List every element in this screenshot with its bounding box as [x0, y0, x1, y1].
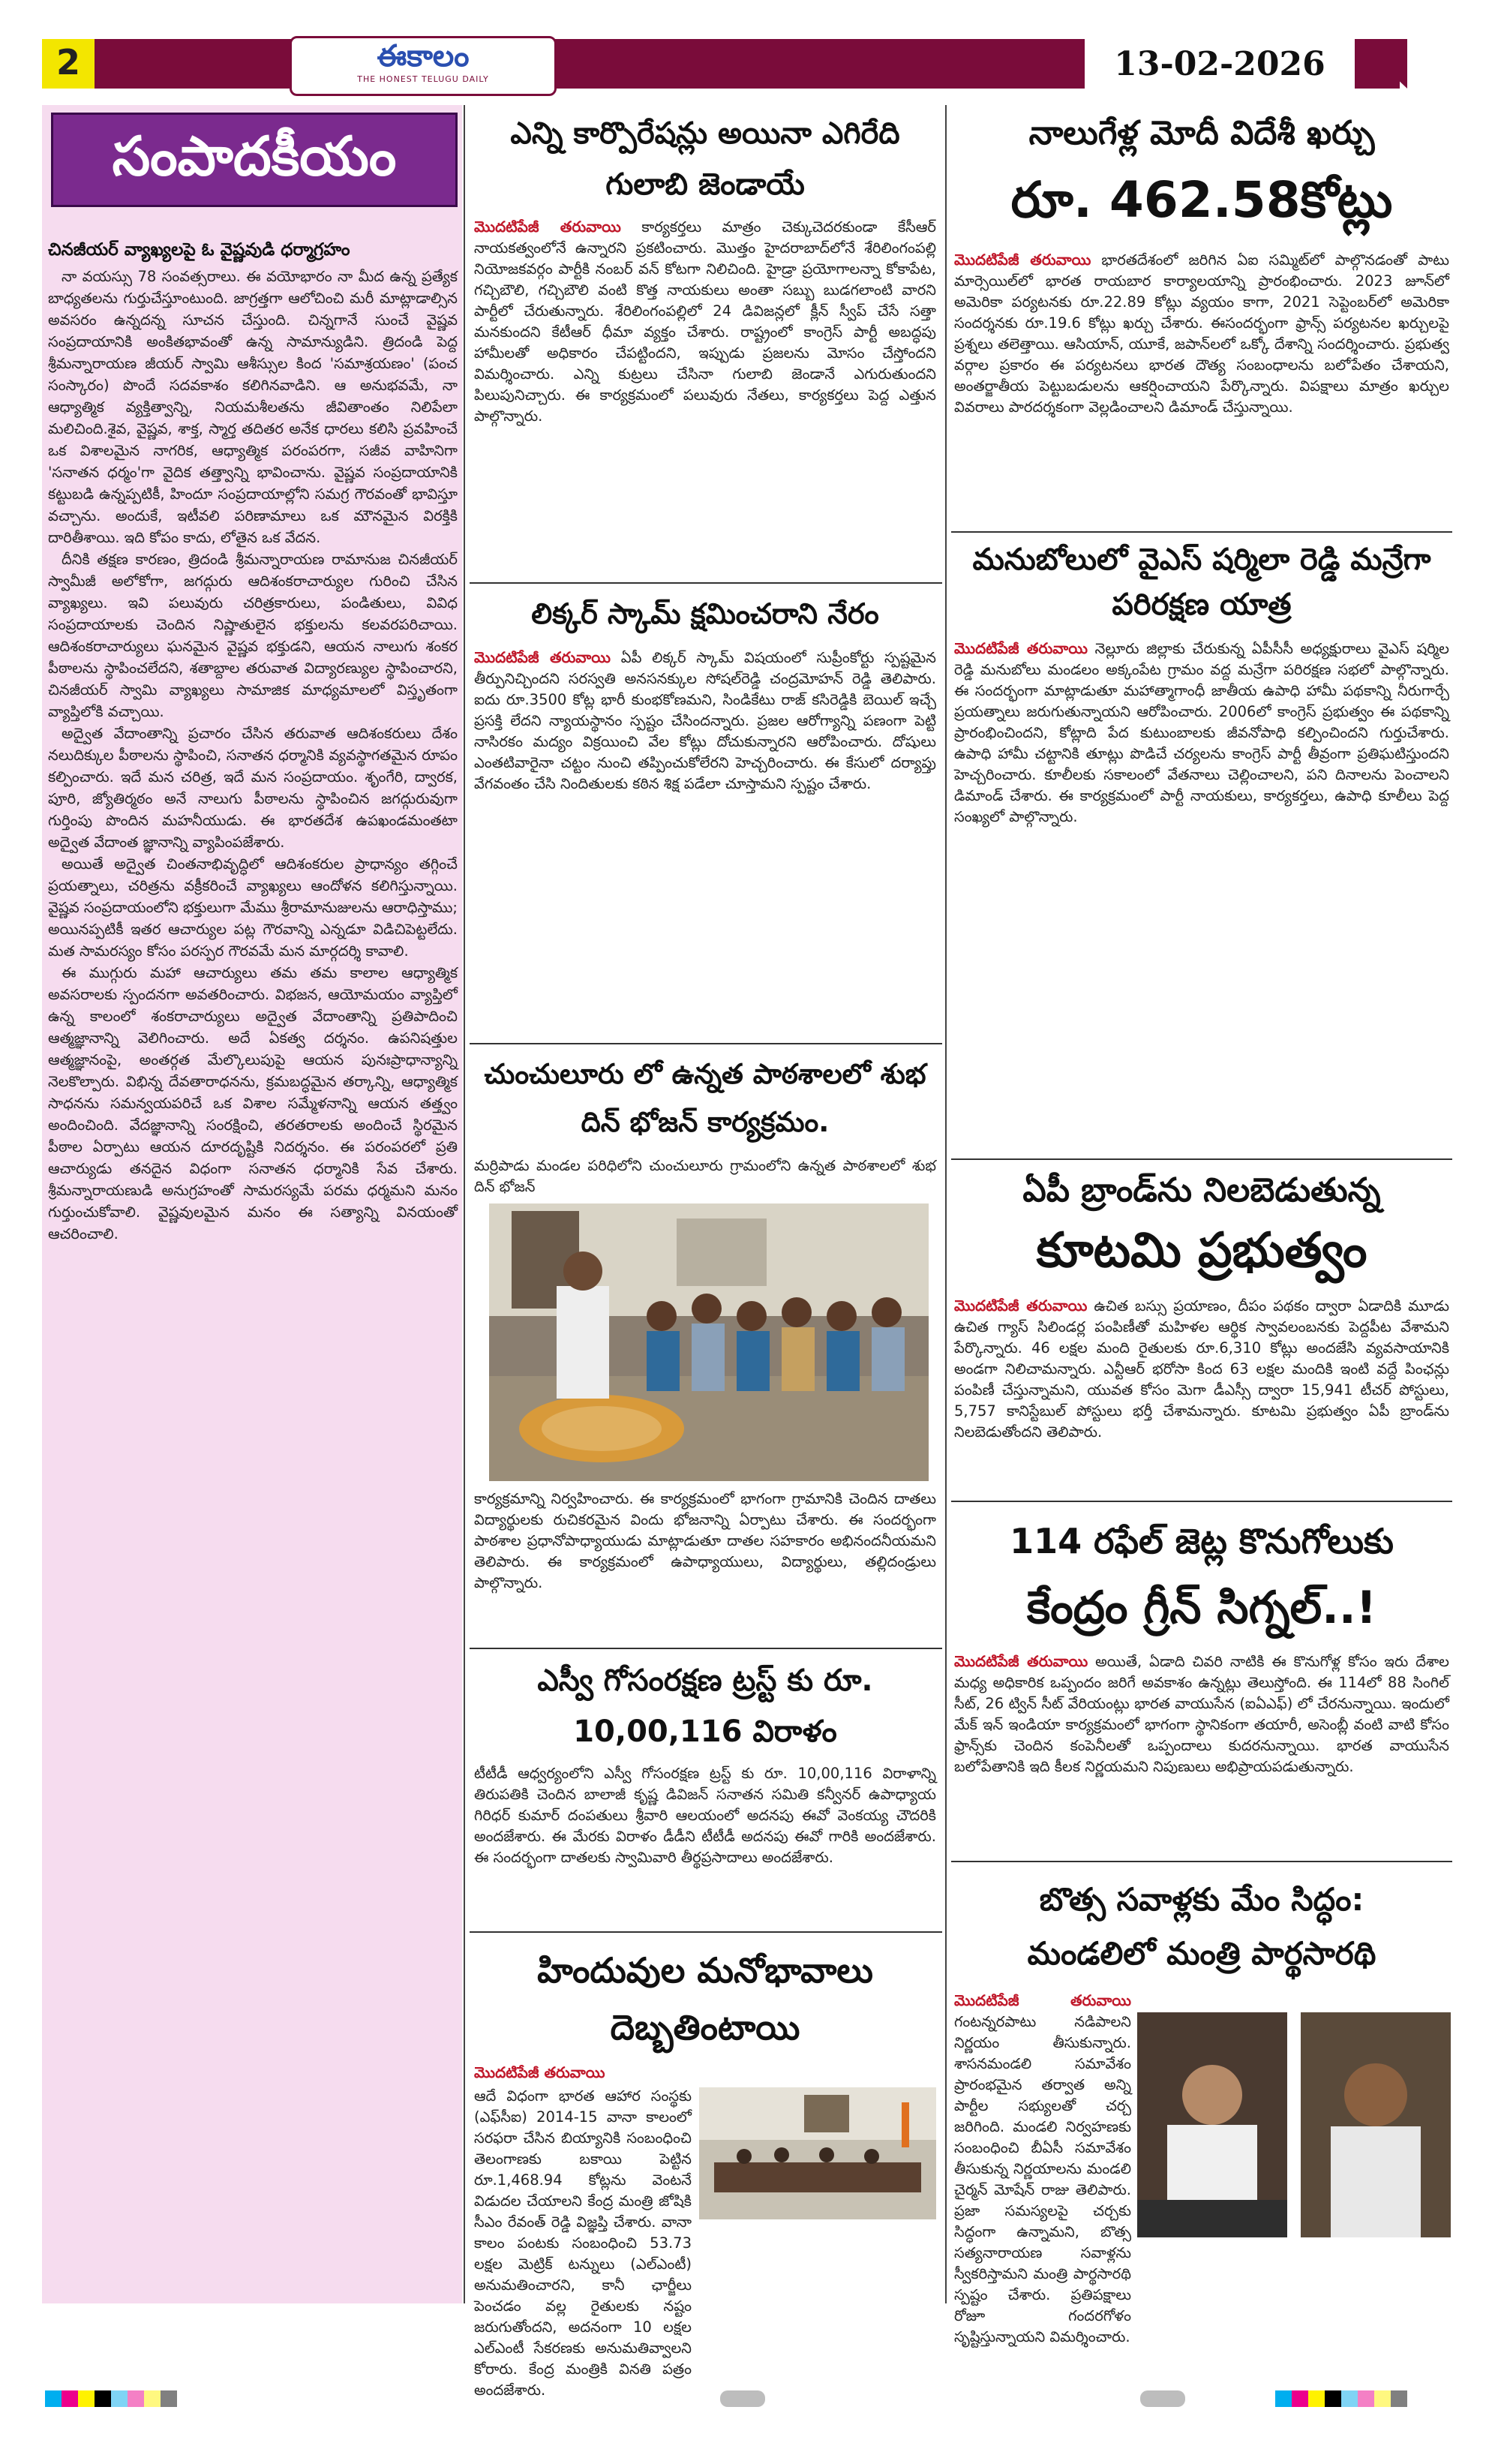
editorial-body	[48, 266, 458, 2291]
article-body: ఏపీ లిక్కర్ స్కామ్ విషయంలో సుప్రీంకోర్టు స్పష్టమైన తీర్పునిచ్చిందని సరస్వతి అనసనక్కుల సోషల్‌రెడ్డి చంద్రమోహన్ రెడ్డి తెలిపారు. ఐదు రూ.3500 కోట్ల భారీ కుంభకోణమని, సిండికేటు రాజ్ కసిరెడ్డికి బెయిల్ ఇచ్చే ప్రసక్తి లేదని న్యాయస్థానం స్పష్టం చేసిందన్నారు. ప్రజల ఆరోగ్యాన్ని పణంగా పెట్టి నాసిరకం మద్యం విక్రయించి వేల కోట్లు దోచుకున్నారని ఆరోపించారు. దోషులు ఎంతటివారైనా చట్టం నుంచి తప్పించుకోలేరని హెచ్చరించారు. ఈ కేసులో దర్యాప్తు వేగవంతం చేసి నిందితులకు కఠిన శిక్ష పడేలా చూస్తామని స్పష్టం చేశారు.	[474, 649, 937, 792]
article-gosamrakshana: టీటీడీ ఆధ్వర్యంలోని ఎస్వీ గోసంరక్షణ ట్రస్ట్ కు రూ. 10,00,116 విరాళాన్ని తిరుపతికి చెందిన బాలాజీ కృష్ణ డివిజన్ సనాతన సమితి కన్వీనర్ ఉపాధ్యాయ గిరిధర్ కుమార్ దంపతులు శ్రీవారి ఆలయంలో అదనపు ఈవో వెంకయ్య చౌదరికి అందజేశారు. ఈ మేరకు విరాళం డీడీని టీటీడీ అదనపు ఈవో గారికి అందజేశారు. ఈ సందర్భంగా దాతలకు స్వామివారి తీర్థప్రసాదాలు అందజేశారు.	[474, 1765, 936, 1866]
headline-gosamrakshana: ఎస్వీ గోసంరక్షణ ట్రస్ట్ కు రూ. 10,00,116 విరాళం	[537, 1663, 873, 1749]
editorial-paragraph: ఈ ముగ్గురు మహా ఆచార్యులు తమ తమ కాలాల ఆధ్యాత్మిక అవసరాలకు స్పందనగా అవతరించారు. విభజన, ఆయోమయం వ్యాప్తిలో ఉన్న కాలంలో శంకరాచార్యులు అద్వైత వేదాంతాన్ని ప్రతిపాదించి ఆత్మజ్ఞానాన్ని వెలిగించారు. అదే ఏకత్వ దర్శనం. ఉపనిషత్తుల ఆత్మజ్ఞానంపై, అంతర్గత మేల్కొలుపుపై ఆయన పునఃప్రాధాన్యాన్ని నెలకొల్పారు. విభిన్న దేవతారాధనను, క్రమబద్ధమైన తర్కాన్ని, ఆధ్యాత్మిక సాధనను సమన్వయపరిచే ఒక విశాల సమ్మేళనాన్ని ఆయన తత్త్వం అందించింది. వేదజ్ఞానాన్ని సంరక్షించి, తరతరాలకు అందించే స్థిరమైన పీఠాల ఏర్పాటు ఆయన దూరదృష్టికి నిదర్శనం. ఈ పరంపరలో ప్రతి ఆచార్యుడు తనదైన విధంగా సనాతన ధర్మానికి సేవ చేశారు. శ్రీమన్నారాయణుడి అనుగ్రహంతో సామరస్యమే పరమ ధర్మమని మనం గుర్తుంచుకోవాలి. వైష్ణవులమైన మనం ఈ సత్యాన్ని వినయంతో ఆచరించాలి.	[48, 964, 458, 1243]
editorial-column	[42, 105, 462, 2303]
school-lunch-photo	[489, 1203, 929, 1481]
headline-modi: నాలుగేళ్ల మోదీ విదేశీ ఖర్చు	[1028, 114, 1375, 152]
article-body: గంటన్నరపాటు నడిపాలని నిర్ణయం తీసుకున్నారు. శాసనమండలి సమావేశం ప్రారంభమైన తర్వాత అన్ని పార్టీల సభ్యులతో చర్చ జరిగింది. మండలి నిర్వహణకు సంబంధించి బీఏసీ సమావేశం తీసుకున్న నిర్ణయాలను మండలి చైర్మన్ మోషేన్ రాజు తెలిపారు. ప్రజా సమస్యలపై చర్చకు సిద్ధంగా ఉన్నామని, బొత్స సత్యనారాయణ సవాళ్లను స్వీకరిస్తామని మంత్రి పార్థసారథి స్పష్టం చేశారు. ప్రతిపక్షాలు రోజూ గందరగోళం సృష్టిస్తున్నాయని విమర్శించారు.	[954, 2013, 1131, 2345]
headline-liquor: లిక్కర్ స్కామ్ క్షమించరాని నేరం	[531, 597, 879, 630]
dateline: మొదటిపేజీ తరువాయి	[474, 2063, 605, 2081]
masthead	[42, 39, 1452, 89]
editorial-paragraph: దీనికి తక్షణ కారణం, త్రిదండి శ్రీమన్నారాయణ రామానుజ చినజీయర్ స్వామీజీ అలోకోగా, జగద్గురు ఆదిశంకరాచార్యుల గురించి చేసిన వ్యాఖ్యలు. ఇవి పలువురు చరిత్రకారులు, పండితులు, వివిధ సంప్రదాయాలకు చెందిన నిష్ణాతులైన భక్తులను కలవరపరిచాయి. ఆదిశంకరాచార్యులు ఘనమైన వైష్ణవ భక్తుడని, ఆయన నాలుగు శంకర పీఠాలను స్థాపించలేదని, శతాబ్దాల తరువాత విద్యారణ్యుల స్థాపించారని, చినజీయర్ స్వామి వ్యాఖ్యలు సామాజిక మాధ్యమాలలో విస్తృతంగా వ్యాప్తిలోకి వచ్చాయి.	[48, 551, 458, 720]
logo-tagline: THE HONEST TELUGU DAILY	[357, 74, 489, 84]
article-kutami	[954, 1295, 1449, 1520]
headline-sharmila: మనుబోలులో వైఎస్ షర్మిలా రెడ్డి మన్రేగా పరిరక్షణ యాత్ర	[972, 542, 1431, 622]
dateline: మొదటిపేజీ తరువాయి	[474, 648, 611, 666]
registration-mark	[1140, 2390, 1185, 2407]
editorial-paragraph: అయితే అద్వైత చింతనాభివృద్ధిలో ఆదిశంకరుల ప్రాధాన్యం తగ్గించే ప్రయత్నాలు, చరిత్రను వక్రీకరించే వ్యాఖ్యలు ఆందోళన కలిగిస్తున్నాయి. వైష్ణవ సంప్రదాయంలోని భక్తులుగా మేము శ్రీరామానుజులను ఆరాధిస్తాము; అయినప్పటికీ ఇతర ఆచార్యుల పట్ల గౌరవాన్ని ఎన్నడూ విడిచిపెట్టలేదు. మత సామరస్యం కోసం పరస్పర గౌరవమే మన మార్గదర్శి కావాలి.	[48, 855, 458, 960]
headline-botsa: బొత్స సవాళ్లకు మేం సిద్ధం:	[1039, 1881, 1364, 1918]
registration-mark	[720, 2390, 765, 2407]
print-color-swatches	[45, 2390, 177, 2407]
article-body: భారతదేశంలో జరిగిన ఏఐ సమ్మిట్‌లో పాల్గొనడంతో పాటు మార్సెయిల్‌లో భారత రాయబార కార్యాలయాన్ని ప్రారంభించారు. 2023 జూన్‌లో అమెరికా పర్యటనకు రూ.22.89 కోట్లు వ్యయం కాగా, 2021 సెప్టెంబర్‌లో అమెరికా సందర్శనకు రూ.19.6 కోట్లు ఖర్చు చేశారు. ఈసందర్భంగా ఫ్రాన్స్ పర్యటనల ఖర్చులపై ప్రశ్నలు తలెత్తాయి. ఆసియాన్, యూకే, జపాన్‌లలో ఒక్కో దేశాన్ని సందర్శించారు. ప్రభుత్వ వర్గాల ప్రకారం ఈ పర్యటనలు భారత దౌత్య సంబంధాలను బలోపేతం చేశాయని, అంతర్జాతీయ పెట్టుబడులను ఆకర్షించాయని పేర్కొన్నారు. విపక్షాలు మాత్రం ఖర్చుల వివరాలు పారదర్శకంగా వెల్లడించాలని డిమాండ్ చేస్తున్నాయి.	[954, 251, 1450, 416]
logo-text: ఈకాలం	[377, 38, 470, 74]
article-body: ఉచిత బస్సు ప్రయాణం, దీపం పథకం ద్వారా ఏడాదికి మూడు ఉచిత గ్యాస్ సిలిండర్ల పంపిణీతో మహిళల ఆర్థిక స్వావలంబనకు పెద్దపీట వేశామని పేర్కొన్నారు. 46 లక్షల మంది రైతులకు రూ.6,310 కోట్లు అందజేసి వ్యవసాయానికి అండగా నిలిచామన్నారు. ఎన్టీఆర్ భరోసా కింద 63 లక్షల మందికి ఇంటి వద్దే పింఛన్లు పంపిణీ చేస్తున్నామని, యువత కోసం మెగా డీఎస్సీ ద్వారా 15,941 టీచర్ పోస్టులు, 5,757 కానిస్టేబుల్ పోస్టులు భర్తీ చేశామన్నారు. కూటమి ప్రభుత్వం ఏపీ బ్రాండ్‌ను నిలబెడుతోందని తెలిపారు.	[954, 1297, 1450, 1441]
article-botsa	[954, 1990, 1131, 2345]
bhojan-intro: మర్రిపాడు మండల పరిధిలోని చుంచులూరు గ్రామంలోని ఉన్నత పాఠశాలలో శుభ దిన్ భోజన్	[474, 1157, 936, 1195]
issue-date: 13-02-2026	[1114, 45, 1325, 83]
article-rafale	[954, 1651, 1449, 1853]
headline-bhojan: చుంచులూరు లో ఉన్నత పాఠశాలలో శుభ దిన్ భోజన్ కార్యక్రమం.	[484, 1058, 926, 1138]
article-divider	[470, 1931, 942, 1933]
article-body: అయితే, ఏడాది చివరి నాటికి ఈ కొనుగోళ్ల కోసం ఇరు దేశాల మధ్య అధికారిక ఒప్పందం జరిగే అవకాశం ఉన్నట్లు తెలుస్తోంది. ఈ 114లో 88 సింగిల్ సీట్, 26 ట్విన్ సీట్ వేరియంట్లు భారత వాయుసేన (ఐఏఎఫ్) లో చేరనున్నాయి. ఇందులో మేక్ ఇన్ ఇండియా కార్యక్రమంలో భాగంగా స్థానికంగా తయారీ, అసెంబ్లీ వంటి వాటి కోసం ఫ్రాన్స్‌కు చెందిన కంపెనీలతో ఒప్పందాలు కుదరనున్నాయి. భారత వాయుసేన బలోపేతానికి ఇది కీలక నిర్ణయమని నిపుణులు అభిప్రాయపడుతున్నారు.	[954, 1653, 1449, 1775]
article-hindu: ఆదే విధంగా భారత ఆహార సంస్థకు (ఎఫ్‌సీఐ) 2014-15 వానా కాలంలో సరఫరా చేసిన బియ్యానికి సంబంధించి తెలంగాణకు బకాయి పెట్టిన రూ.1,468.94 కోట్లను వెంటనే విడుదల చేయాలని కేంద్ర మంత్రి జోషికి సీఎం రేవంత్ రెడ్డి విజ్ఞప్తి చేశారు. వానా కాలం పంటకు సంబంధించి 53.73 లక్షల మెట్రిక్ టన్నులు (ఎల్ఎంటీ) అనుమతించారని, కానీ ఛార్జీలు పెంచడం వల్ల రైతులకు నష్టం జరుగుతోందని, అదనంగా 10 లక్షల ఎల్ఎంటీ సేకరణకు అనుమతివ్వాలని కోరారు. కేంద్ర మంత్రికి వినతి పత్రం అందజేశారు.	[474, 2087, 692, 2399]
headline-corporations: ఎన్ని కార్పొరేషన్లు అయినా ఎగిరేది గులాబి జెండాయే	[510, 116, 900, 202]
article-divider	[951, 531, 1452, 533]
editorial-heading: సంపాదకీయం	[112, 124, 397, 188]
headline-hindu: హిందువుల మనోభావాలు దెబ్బతింటాయి	[537, 1950, 873, 2048]
article-sharmila	[954, 638, 1449, 1148]
masthead-corner	[1355, 39, 1407, 89]
newspaper-logo	[290, 36, 557, 96]
page-number: 2	[56, 42, 80, 83]
print-color-swatches	[1275, 2390, 1407, 2407]
dateline: మొదటిపేజీ తరువాయి	[954, 1991, 1131, 2009]
headline-kutami: ఏపీ బ్రాండ్‌ను నిలబెడుతున్న	[1022, 1171, 1381, 1209]
article-divider	[470, 582, 942, 584]
meeting-photo	[699, 2087, 936, 2219]
headline-kutami-sub: కూటమి ప్రభుత్వం	[1036, 1223, 1367, 1279]
editorial-banner	[51, 113, 458, 207]
column-divider	[464, 105, 465, 2303]
article-body: నెల్లూరు జిల్లాకు చేరుకున్న ఏపీసీసీ అధ్యక్షురాలు వైఎస్ షర్మిల రెడ్డి మనుబోలు మండలం అక్కంపేట గ్రామం వద్ద మన్రేగా పరిరక్షణ సభలో పాల్గొన్నారు. ఈ సందర్భంగా మాట్లాడుతూ మహాత్మాగాంధీ జాతీయ ఉపాధి హామీ పథకాన్ని నీరుగార్చే ప్రయత్నాలు జరుగుతున్నాయని ఆరోపించారు. 2006లో కాంగ్రెస్ ప్రభుత్వం ఈ పథకాన్ని ప్రారంభించిందని, కోట్లాది పేద కుటుంబాలకు జీవనోపాధి కల్పించిందని గుర్తుచేశారు. ఉపాధి హామీ చట్టానికి తూట్లు పొడిచే చర్యలను కాంగ్రెస్ పార్టీ తీవ్రంగా ప్రతిఘటిస్తుందని హెచ్చరించారు. కూలీలకు సకాలంలో వేతనాలు చెల్లించాలని, పని దినాలను పెంచాలని డిమాండ్ చేశారు. ఈ కార్యక్రమంలో పార్టీ నాయకులు, కార్యకర్తలు, ఉపాధి కూలీలు పెద్ద సంఖ్యలో పాల్గొన్నారు.	[954, 640, 1449, 825]
dateline: మొదటిపేజీ తరువాయి	[954, 251, 1091, 269]
dateline: మొదటిపేజీ తరువాయి	[954, 639, 1088, 657]
article-bhojan: కార్యక్రమాన్ని నిర్వహించారు. ఈ కార్యక్రమంలో భాగంగా గ్రామానికి చెందిన దాతలు విద్యార్థులకు రుచికరమైన విందు భోజనాన్ని ఏర్పాటు చేశారు. ఈ సందర్భంగా పాఠశాల ప్రధానోపాధ్యాయుడు మాట్లాడుతూ దాతల సహకారం అభినందనీయమని తెలిపారు. ఈ కార్యక్రమంలో ఉపాధ్యాయులు, విద్యార్థులు, తల్లిదండ్రులు పాల్గొన్నారు.	[474, 1490, 936, 1591]
headline-rafale: 114 రఫేల్ జెట్ల కొనుగోలుకు	[1010, 1521, 1394, 1561]
article-divider	[951, 1501, 1452, 1502]
headline-modi-amount: రూ. 462.58కోట్లు	[1010, 171, 1393, 229]
date-box	[1085, 39, 1355, 89]
editorial-paragraph: అద్వైత వేదాంతాన్ని ప్రచారం చేసిన తరువాత ఆదిశంకరులు దేశం నలుదిక్కుల పీఠాలను స్థాపించి, సనాతన ధర్మానికి వ్యవస్థాగతమైన రూపం కల్పించారు. ఇదే మన చరిత్ర, ఇదే మన సంప్రదాయం. శృంగేరి, ద్వారక, పూరి, జ్యోతిర్మఠం అనే నాలుగు పీఠాలను స్థాపించిన జగద్గురువుగా గుర్తింపు పొందిన మహనీయుడు. ఈ భారతదేశ ఉపఖండమంతటా అద్వైత వేదాంత జ్ఞానాన్ని వ్యాపింపజేశారు.	[48, 725, 458, 851]
article-divider	[951, 1158, 1452, 1160]
dateline: మొదటిపేజీ తరువాయి	[474, 218, 621, 236]
article-liquor	[474, 647, 936, 1022]
column-divider	[945, 105, 947, 2303]
headline-botsa-sub: మండలిలో మంత్రి పార్థసారథి	[1027, 1935, 1376, 1972]
article-modi	[954, 249, 1449, 527]
dateline: మొదటిపేజీ తరువాయి	[954, 1652, 1088, 1670]
article-divider	[951, 1861, 1452, 1862]
article-divider	[470, 1648, 942, 1649]
editorial-title: చినజీయర్ వ్యాఖ్యలపై ఓ వైష్ణవుడి ధర్మాగ్రహం	[48, 240, 350, 260]
dateline: మొదటిపేజీ తరువాయి	[954, 1297, 1088, 1315]
editorial-paragraph: నా వయస్సు 78 సంవత్సరాలు. ఈ వయోభారం నా మీద ఉన్న ప్రత్యేక బాధ్యతలను గుర్తుచేస్తూంటుంది. జాగ్రత్తగా ఆలోచించి మరీ మాట్లాడాల్సిన అవసరం ఉన్నదన్న సూచన చేస్తుంది. చిన్నగానే సుంచే వైష్ణవ సంప్రదాయానికి అంకితభావంతో ఉన్న సామాన్యుడిని. త్రిదండి పెద్ద శ్రీమన్నారాయణ జీయర్ స్వామి ఆశీస్సుల కింద 'సమాశ్రయణం' (పంచ సంస్కారం) పొందే సదవకాశం కలిగినవాడిని. ఆ అనుభవమే, నా ఆధ్యాత్మిక వ్యక్తిత్వాన్ని, నియమశీలతను జీవితాంతం నిలిపేలా మలిచింది.శైవ, వైష్ణవ, శాక్త, స్మార్త తదితర అనేక ధారలు కలిసి ప్రవహించే ఒక విశాలమైన నాగరిక, ఆధ్యాత్మిక పరంపరగా, సజీవ వాహినిగా 'సనాతన ధర్మం'గా వైదిక తత్త్వాన్ని భావించాను. వైష్ణవ సంప్రదాయానికి కట్టుబడి ఉన్నప్పటికీ, హిందూ సంప్రదాయాల్లోని సమగ్ర గౌరవంతో భావిస్తూ వచ్చాను. అందుకే, ఇటీవలి పరిణామాలు ఒక మౌనమైన విరక్తికి దారితీశాయి. ఇది కోపం కాదు, లోతైన ఒక వేదన.	[48, 268, 458, 546]
article-body: కార్యకర్తలు మాత్రం చెక్కుచెదరకుండా కేసీఆర్ నాయకత్వంలోనే ఉన్నారని ప్రకటించారు. మొత్తం హైదరాబాద్‌లోనే శేరిలింగంపల్లి నియోజకవర్గం పార్టీకి నంబర్ వన్ కోటగా నిలిచింది. హైడ్రా ప్రయోగాలన్నా కోకాపేట, గచ్చిబౌలి, గచ్చిబౌలి వంటి కొత్త నాయకులు అంతా సబ్బు బుడగలాంటి వారని పార్టీలో చేరుతున్నారు. శేరిలింగంపల్లిలో 24 డివిజన్లలో క్లీన్ స్వీప్ చేసే సత్తా మనకుందని కేటీఆర్ ధీమా వ్యక్తం చేశారు. రాష్ట్రంలో కాంగ్రెస్ పార్టీ అబద్ధపు హామీలతో అధికారం చేపట్టిందని, ఇప్పుడు ప్రజలను మోసం చేస్తోందని విమర్శించారు. ఎన్ని కుట్రలు చేసినా గులాబి జెండానే ఎగురుతుందని పిలుపునిచ్చారు. ఈ కార్యక్రమంలో పలువురు నేతలు, కార్యకర్తలు పెద్ద ఎత్తున పాల్గొన్నారు.	[474, 218, 936, 425]
page-number-box	[42, 39, 95, 89]
assembly-photo	[1137, 2012, 1451, 2237]
article-divider	[470, 1043, 942, 1044]
headline-rafale-sub: కేంద్రం గ్రీన్ సిగ్నల్..!	[1026, 1582, 1377, 1634]
article-corporations	[474, 216, 936, 573]
